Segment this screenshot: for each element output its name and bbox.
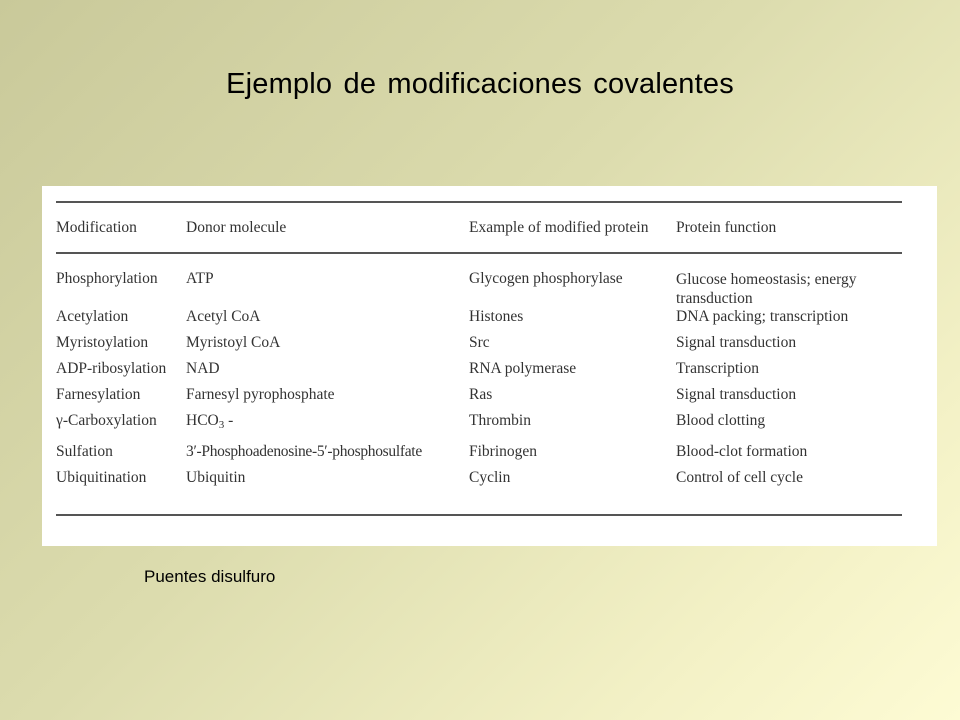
slide-title: Ejemplo de modificaciones covalentes	[226, 68, 734, 100]
cell-modification: γ-Carboxylation	[56, 412, 157, 429]
table-bottom-rule	[56, 514, 902, 516]
modifications-table-panel	[42, 186, 937, 546]
modifications-table	[56, 186, 902, 495]
caption-disulfide-bridges: Puentes disulfuro	[144, 567, 276, 586]
cell-example: Fibrinogen	[469, 443, 538, 460]
cell-function: Signal transduction	[676, 386, 797, 403]
cell-donor: Myristoyl CoA	[186, 334, 281, 351]
header-protein-function: Protein function	[676, 219, 777, 236]
cell-example: Thrombin	[469, 412, 531, 429]
table-header-row	[56, 186, 902, 252]
cell-modification: Farnesylation	[56, 386, 141, 403]
donor-formula: HCO	[186, 412, 219, 429]
cell-function: Glucose homeostasis; energy transduction	[676, 271, 857, 307]
cell-example: Cyclin	[469, 469, 511, 486]
cell-donor	[186, 412, 469, 443]
table-row	[56, 469, 902, 495]
header-donor-molecule: Donor molecule	[186, 219, 287, 236]
cell-donor: 3′-Phosphoadenosine-5′-phosphosulfate	[186, 443, 422, 460]
cell-donor: Farnesyl pyrophosphate	[186, 386, 335, 403]
header-modification: Modification	[56, 219, 137, 236]
cell-example: Ras	[469, 386, 493, 403]
cell-function: DNA packing; transcription	[676, 308, 849, 325]
table-row	[56, 252, 902, 308]
table-row	[56, 308, 902, 334]
table-row	[56, 360, 902, 386]
cell-donor: NAD	[186, 360, 220, 377]
cell-example: Src	[469, 334, 490, 351]
cell-function: Blood-clot formation	[676, 443, 808, 460]
table-row	[56, 443, 902, 469]
table-row	[56, 412, 902, 443]
cell-donor: Ubiquitin	[186, 469, 246, 486]
cell-function: Transcription	[676, 360, 759, 377]
cell-function: Signal transduction	[676, 334, 797, 351]
cell-modification: Myristoylation	[56, 334, 149, 351]
donor-formula-subscript: 3	[218, 419, 225, 431]
cell-function: Control of cell cycle	[676, 469, 803, 486]
cell-example: RNA polymerase	[469, 360, 577, 377]
cell-example: Histones	[469, 308, 524, 325]
table-row	[56, 334, 902, 360]
donor-formula-charge: -	[224, 412, 234, 429]
cell-modification: Acetylation	[56, 308, 129, 325]
cell-modification: Phosphorylation	[56, 270, 158, 287]
cell-function: Blood clotting	[676, 412, 766, 429]
cell-modification: Ubiquitination	[56, 469, 147, 486]
cell-donor: Acetyl CoA	[186, 308, 261, 325]
cell-modification: Sulfation	[56, 443, 113, 460]
cell-donor: ATP	[186, 270, 214, 287]
header-example-protein: Example of modified protein	[469, 219, 649, 236]
cell-modification: ADP-ribosylation	[56, 360, 167, 377]
cell-example: Glycogen phosphorylase	[469, 270, 623, 287]
table-row	[56, 386, 902, 412]
